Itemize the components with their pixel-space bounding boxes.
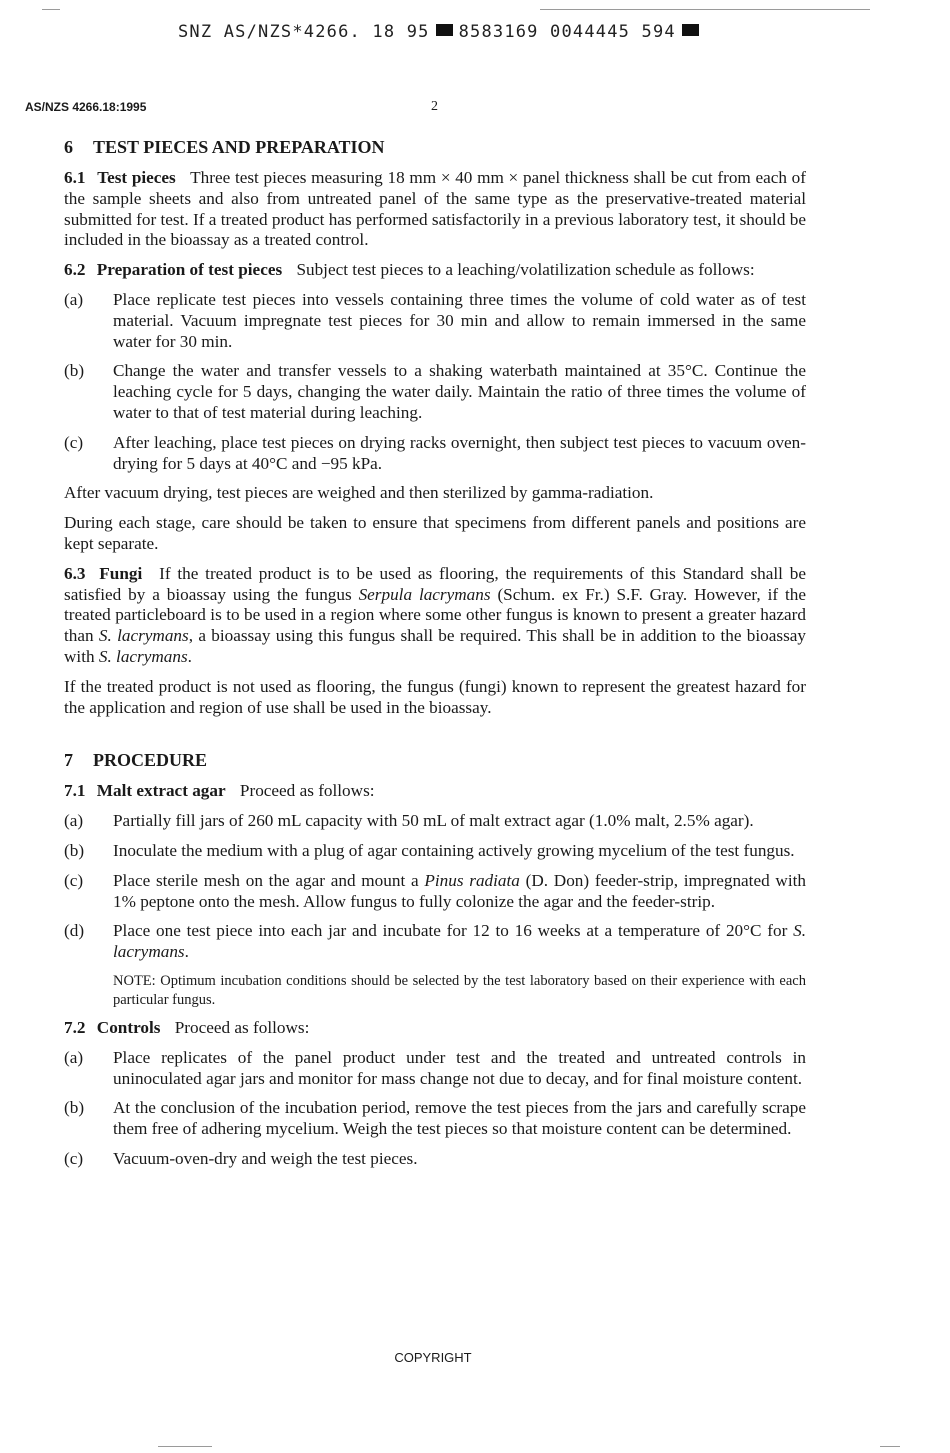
list-item-text: Vacuum-oven-dry and weigh the test pieces. bbox=[113, 1148, 418, 1168]
copyright-footer: COPYRIGHT bbox=[394, 1350, 472, 1365]
list-item-label: (d) bbox=[64, 921, 85, 941]
clause-title: Test pieces bbox=[97, 168, 176, 187]
clause-number: 7.2 bbox=[64, 1017, 86, 1037]
list-item-label: (c) bbox=[64, 1148, 84, 1168]
clause-number: 7.1 bbox=[64, 781, 86, 801]
list-item-text: Change the water and transfer vessels to a shaking waterbath maintained at 35°C. Continue the leaching cycle for 5 days, changing the water daily. Maintain the ratio of three times the volume of water to that of test material during leaching. bbox=[113, 361, 806, 422]
list-item-text: After leaching, place test pieces on drying racks overnight, then subject test pieces to vacuum oven-drying for 5 days at 40°C and −95 kPa. bbox=[113, 432, 806, 473]
clause-6-1 bbox=[64, 168, 806, 251]
text-run: (D. Don) feeder-strip, impregnated with 1% peptone onto the mesh. Allow fungus to fully colonize the agar and the feeder-strip. bbox=[113, 870, 806, 911]
clause-number: 6.2 bbox=[64, 260, 86, 280]
list-item bbox=[64, 1048, 806, 1090]
list-item bbox=[64, 921, 806, 963]
clause-text: Proceed as follows: bbox=[239, 781, 375, 801]
document-body bbox=[64, 136, 806, 1179]
list-item-text: Partially fill jars of 260 mL capacity with 50 mL of malt extract agar (1.0% malt, 2.5% agar). bbox=[113, 811, 754, 831]
species-name: S. lacrymans bbox=[113, 921, 806, 962]
scan-code: SNZ AS/NZS*4266. 18 95 bbox=[178, 22, 430, 42]
scan-edge-line-top bbox=[540, 9, 870, 10]
clause-title: Malt extract agar bbox=[96, 781, 226, 801]
species-name: S. lacrymans bbox=[98, 646, 188, 666]
clause-text: Three test pieces measuring 18 mm × 40 mm × panel thickness shall be cut from each of the sample sheets and also from untreated panel of the same type as the preservative-treated material submitted for test. If a treated product has performed satisfactorily in a previous laboratory test, it should be included in the bioassay as a treated control. bbox=[64, 168, 806, 250]
list-item-text bbox=[113, 921, 806, 963]
list-item-text: Inoculate the medium with a plug of agar containing actively growing mycelium of the test fungus. bbox=[113, 840, 795, 860]
text-run: Place one test piece into each jar and incubate for 12 to 16 weeks at a temperature of 20°C for bbox=[113, 921, 794, 941]
scan-edge-line-bottom-right bbox=[880, 1446, 900, 1447]
list-item bbox=[64, 871, 806, 913]
section-number: 6 bbox=[64, 137, 73, 157]
clause-text: . bbox=[187, 646, 192, 666]
clause-title: Fungi bbox=[99, 563, 143, 583]
clause-7-2 bbox=[64, 1018, 806, 1039]
list-item bbox=[64, 1098, 806, 1140]
section-7-heading bbox=[64, 749, 806, 771]
paragraph: During each stage, care should be taken to ensure that specimens from different panels and positions are kept separate. bbox=[64, 513, 806, 553]
list-item-label: (a) bbox=[64, 289, 84, 309]
paragraph: After vacuum drying, test pieces are weighed and then sterilized by gamma-radiation. bbox=[64, 483, 654, 503]
clause-text: Proceed as follows: bbox=[174, 1017, 310, 1037]
section-number: 7 bbox=[64, 750, 73, 771]
species-name: S. lacrymans bbox=[98, 626, 189, 646]
list-item-text bbox=[113, 871, 806, 913]
species-name: Serpula lacrymans bbox=[358, 584, 491, 604]
list-item-text: At the conclusion of the incubation period, remove the test pieces from the jars and carefully scrape them free of adhering mycelium. Weigh the test pieces so that moisture content can be determined. bbox=[113, 1098, 806, 1139]
list-item-label: (a) bbox=[64, 1047, 84, 1067]
barcode-block-end bbox=[682, 24, 699, 36]
list-item bbox=[64, 1149, 806, 1170]
clause-number: 6.3 bbox=[64, 563, 86, 583]
list-item-text: Place replicate test pieces into vessels containing three times the volume of cold water as of test material. Vacuum impregnate test pieces for 30 min and allow to remain immersed in the same water for 30 min. bbox=[113, 289, 806, 351]
list-item-label: (a) bbox=[64, 811, 84, 831]
running-head: AS/NZS 4266.18:1995 bbox=[25, 100, 147, 114]
list-item-label: (c) bbox=[64, 432, 84, 452]
clause-title: Preparation of test pieces bbox=[96, 260, 283, 280]
section-title: TEST PIECES AND PREPARATION bbox=[93, 137, 385, 157]
list-item bbox=[64, 433, 806, 475]
scan-code-header bbox=[178, 22, 705, 42]
clause-number: 6.1 bbox=[64, 168, 86, 187]
species-name: Pinus radiata bbox=[424, 870, 520, 890]
barcode-block bbox=[436, 24, 453, 36]
clause-text: (Schum. ex Fr.) S.F. Gray. However, if the treated particleboard is to be used in a region where some other fungus is known to present a greater hazard than bbox=[64, 584, 806, 646]
note: NOTE: Optimum incubation conditions should be selected by the test laboratory based on their experience with each particular fungus. bbox=[113, 972, 806, 1008]
text-run: . bbox=[184, 942, 189, 962]
list-item-text: Place replicates of the panel product under test and the treated and untreated controls in uninoculated agar jars and monitor for mass change not due to decay, and for final moisture content. bbox=[113, 1047, 806, 1088]
clause-7-1 bbox=[64, 781, 806, 802]
list-item-label: (c) bbox=[64, 870, 84, 890]
barcode-digits: 8583169 0044445 594 bbox=[458, 22, 676, 42]
text-run: Place sterile mesh on the agar and mount a bbox=[113, 870, 425, 890]
section-title: PROCEDURE bbox=[93, 750, 208, 771]
clause-text: If the treated product is to be used as flooring, the requirements of this Standard shall be satisfied by a bioassay using the fungus bbox=[64, 563, 806, 604]
page-number: 2 bbox=[431, 99, 438, 114]
list-item-label: (b) bbox=[64, 840, 85, 860]
list-item bbox=[64, 361, 806, 423]
clause-text: Subject test pieces to a leaching/volatilization schedule as follows: bbox=[296, 260, 755, 280]
paragraph: If the treated product is not used as flooring, the fungus (fungi) known to represent the greatest hazard for the application and region of use shall be used in the bioassay. bbox=[64, 676, 806, 717]
list-item-label: (b) bbox=[64, 361, 85, 381]
scan-edge-line-top-left bbox=[42, 9, 60, 10]
list-item bbox=[64, 290, 806, 352]
list-item bbox=[64, 811, 806, 832]
clause-6-2 bbox=[64, 260, 806, 281]
clause-title: Controls bbox=[96, 1017, 161, 1037]
section-6-heading bbox=[64, 136, 806, 158]
list-item bbox=[64, 841, 806, 862]
clause-6-3 bbox=[64, 564, 806, 668]
clause-text: , a bioassay using this fungus shall be required. This shall be in addition to the bioassay with bbox=[64, 626, 807, 666]
list-item-label: (b) bbox=[64, 1098, 85, 1118]
scan-edge-line-bottom bbox=[158, 1446, 212, 1447]
